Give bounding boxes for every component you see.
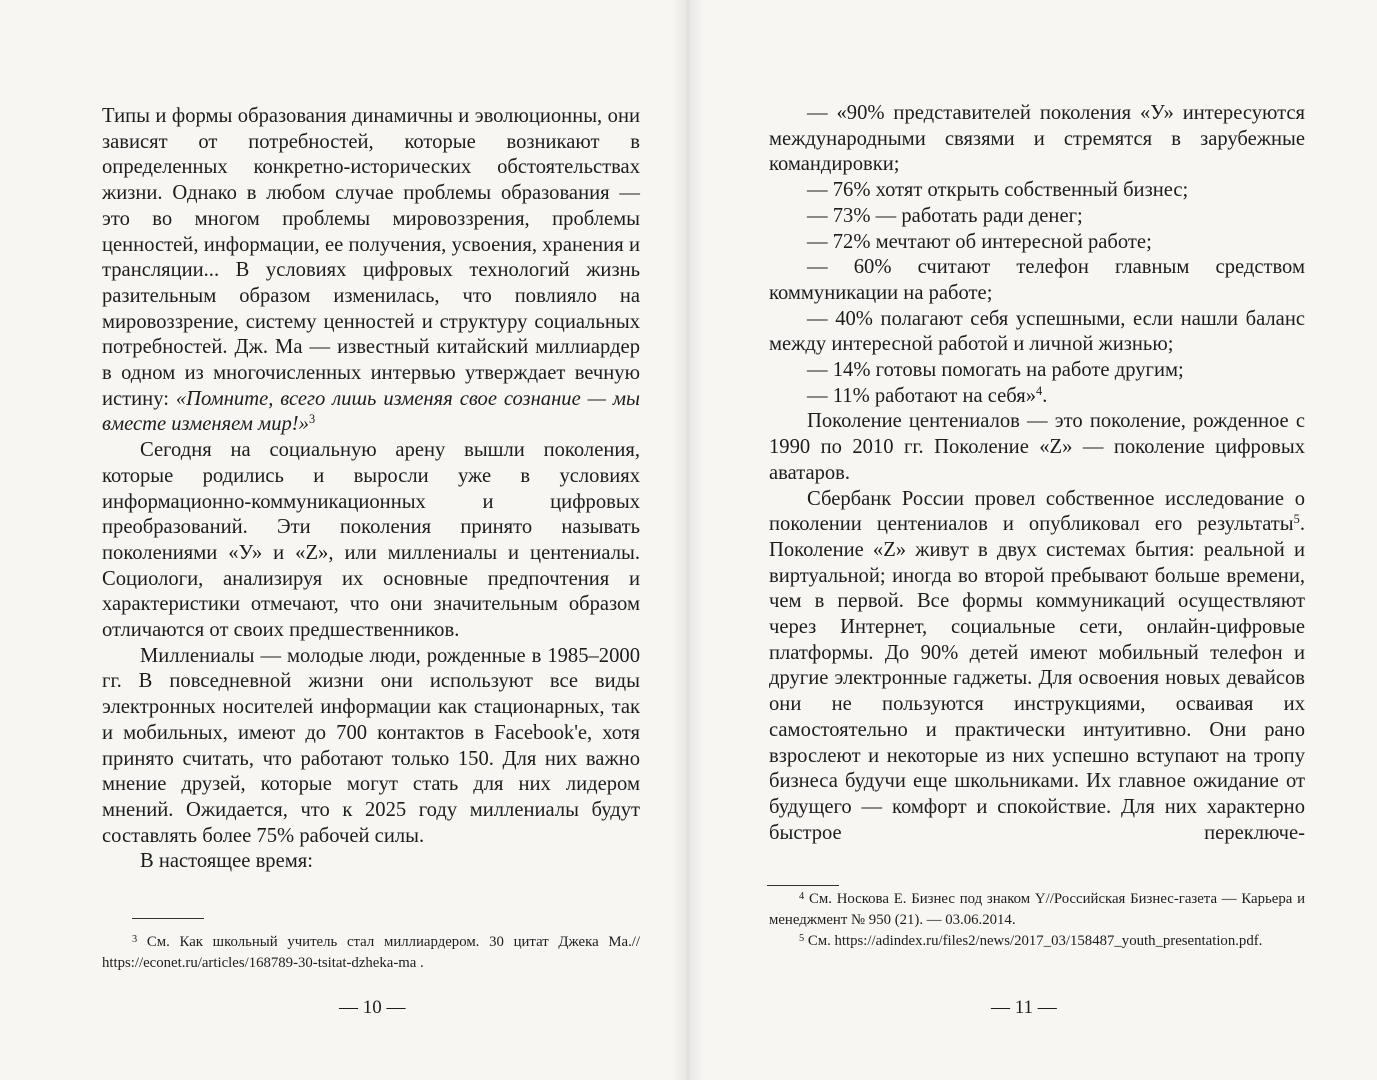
list-item-interesting-work: — 72% мечтают об интересной работе; — [807, 230, 1152, 253]
paragraph-sberbank: Сбербанк России провел собственное исследование о поколении центениалов и опубликовал его результаты$^5$. Поколение «Z» живут в двух системах бытия: реальной и виртуальной; иногда во второй пребывают больше времени, чем в первой. Все формы коммуникаций осуществляют через Интернет, социальные сети, онлайн-цифровые платформы. До 90% детей имеют мобильный телефон и другие электронные гаджеты. Для освоения новых девайсов они не пользуются инструкциями, осваивая их самостоятельно и практически интуитивно. Они рано взрослеют и некоторые из них успешно вступают на тропу бизнеса будучи еще школьниками. Их главное ожидание от будущего — комфорт и спокойствие. Для них характерно быстрое переключе- — [769, 487, 1305, 844]
left-footnotes — [102, 932, 640, 974]
list-item-phone: — 60% считают телефон главным средством коммуникации на работе; — [769, 256, 1305, 304]
right-footnotes — [769, 889, 1305, 952]
page-number-11: — 11 — — [991, 997, 1057, 1018]
footnote-3: $^3$ См. Как школьный учитель стал миллиардером. 30 цитат Джека Ма.// https://econet.ru/articles/168789-30-tsitat-dzheka-ma . — [102, 933, 640, 971]
list-item-international: — «90% представителей поколения «У» интересуются международными связями и стремятся в зарубежные командировки; — [769, 102, 1305, 176]
footnote-4: $^4$ См. Носкова Е. Бизнес под знаком Y//Российская Бизнес-газета — Карьера и менеджмент № 950 (21). — 03.06.2014. — [769, 890, 1306, 928]
footnote-5: $^5$ См. https://adindex.ru/files2/news/2017_03/158487_youth_presentation.pdf. — [799, 932, 1263, 949]
right-page-body — [769, 101, 1305, 846]
jack-ma-quote: «Помните, всего лишь изменяя свое сознание — мы вместе изменяем мир!» — [102, 387, 640, 436]
page-number-10: — 10 — — [339, 997, 406, 1018]
footnote-ref-3: 3 — [308, 412, 316, 427]
paragraph-centenials: Поколение центениалов — это поколение, рожденное с 1990 по 2010 гг. Поколение «Z» — поколение цифровых аватаров. — [769, 410, 1305, 484]
list-item-money: — 73% — работать ради денег; — [807, 204, 1083, 227]
paragraph-generations: Сегодня на социальную арену вышли поколения, которые родились и выросли уже в условиях информационно-коммуникационных и цифровых преобразований. Эти поколения принято называть поколениями «У» и «Z», или миллениалы и центениалы. Социологи, анализируя их основные предпочтения и характеристики отмечают, что они значительным образом отличаются от своих предшественников. — [102, 439, 640, 642]
left-page — [0, 0, 688, 1080]
paragraph-millennials: Миллениалы — молодые люди, рожденные в 1985–2000 гг. В повседневной жизни они используют все виды электронных носителей информации как стационарных, так и мобильных, имеют до 700 контактов в Facebook'е, хотя принято считать, что работают только 150. Для них важно мнение друзей, которые могут стать для них лидером мнений. Ожидается, что к 2025 году миллениалы будут составлять более 75% рабочей силы. — [102, 644, 640, 847]
footnote-ref-5: 5 — [1293, 512, 1300, 527]
footnote-ref-4: 4 — [1036, 383, 1043, 398]
list-item-balance: — 40% полагают себя успешными, если нашли баланс между интересной работой и личной жизнью; — [769, 307, 1305, 356]
paragraph-currently: В настоящее время: — [140, 850, 313, 873]
list-item-help-others: — 14% готовы помогать на работе другим; — [807, 359, 1184, 382]
list-item-self-employed: — 11% работают на себя»$^4$. — [807, 383, 1048, 407]
footnote-separator — [132, 918, 204, 919]
right-page — [688, 0, 1377, 1080]
paragraph-education: Типы и формы образования динамичны и эволюционны, они зависят от потребностей, которые возникают в определенных конкретно-исторических обстоятельствах жизни. Однако в любом случае проблемы образования — это во многом проблемы мировоззрения, проблемы ценностей, информации, ее получения, усвоения, хранения и трансляции... В условиях цифровых технологий жизнь разительным образом изменилась, что повлияло на мировоззрение, систему ценностей и структуру социальных потребностей. Дж. Ма — известный китайский миллиардер в одном из многочисленных интервью утверждает вечную истину: «Помните, всего лишь изменяя свое сознание — мы вместе изменяем мир!»$^3$ — [102, 105, 640, 436]
book-gutter — [672, 0, 704, 1080]
list-item-business: — 76% хотят открыть собственный бизнес; — [807, 179, 1189, 202]
left-page-body — [102, 104, 640, 875]
footnote-separator — [767, 885, 839, 886]
